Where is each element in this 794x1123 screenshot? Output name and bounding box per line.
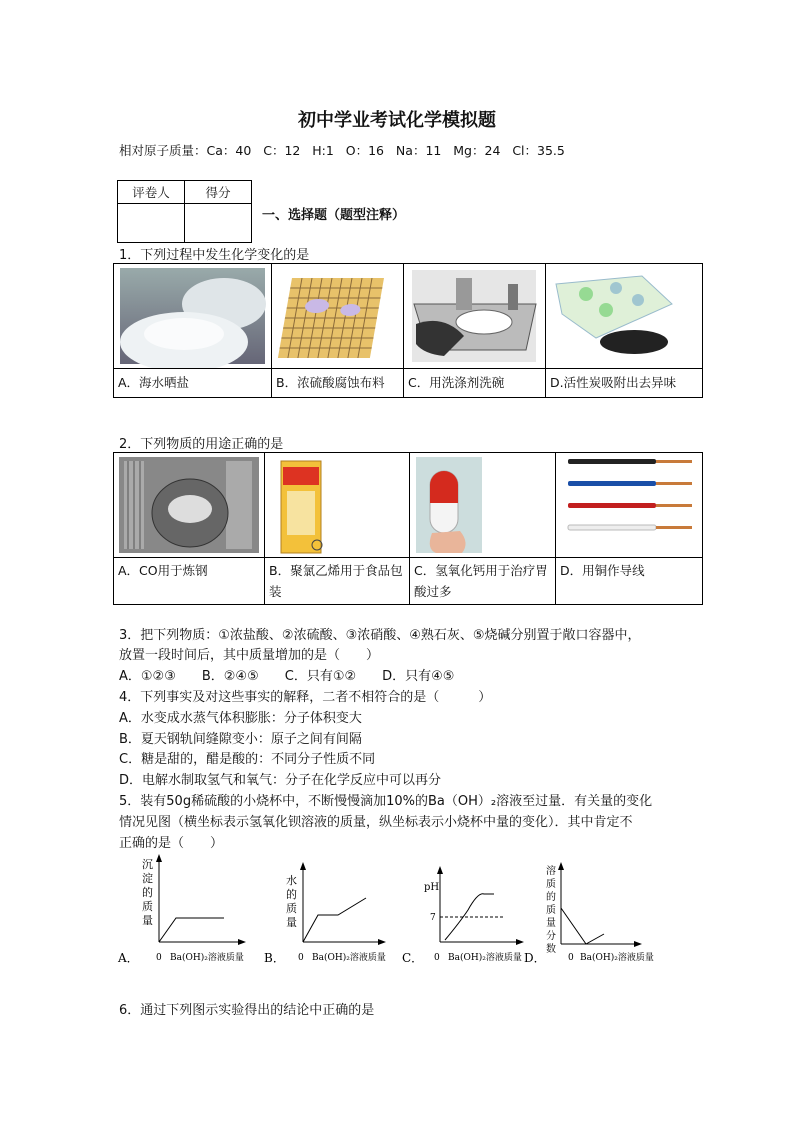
q2-image-c: [410, 453, 556, 558]
atomic-mass-line: [119, 141, 565, 159]
graph-c-xlabel: Ba(OH)₂溶液质量: [448, 953, 522, 963]
q2-image-a: [114, 453, 265, 558]
q5-line3: 正确的是（ ）: [119, 836, 224, 851]
graph-b-x-arrow: [378, 939, 386, 945]
copper-wires-image: [556, 453, 702, 557]
graph-c-ylabel: pH: [424, 882, 440, 893]
graph-c-x-arrow: [516, 939, 524, 945]
score-header: 得分: [185, 181, 252, 204]
graph-a-ylabel-1: 沉: [142, 858, 153, 871]
graph-d[interactable]: [524, 862, 654, 965]
graph-d-x-arrow: [634, 941, 642, 947]
q1-image-b: [272, 264, 404, 369]
graph-a-curve: [159, 918, 224, 942]
q2-image-d: [556, 453, 703, 558]
q4-option-d[interactable]: D．电解水制取氢气和氧气：分子在化学反应中可以再分: [119, 773, 442, 788]
graph-c-origin: 0: [434, 953, 440, 963]
graph-c[interactable]: [402, 866, 524, 965]
q2-image-b: [265, 453, 410, 558]
graph-a-xlabel: Ba(OH)₂溶液质量: [170, 953, 244, 963]
q2-option-b[interactable]: B．聚氯乙烯用于食品包装: [265, 558, 410, 605]
graph-d-curve: [561, 908, 604, 944]
grader-cell[interactable]: [118, 204, 185, 243]
graph-d-ylabel-4: 质: [546, 905, 556, 916]
score-table: [117, 180, 252, 243]
graph-a-ylabel-2: 淀: [142, 872, 153, 885]
grader-header: 评卷人: [118, 181, 185, 204]
q1-option-b[interactable]: B．浓硫酸腐蚀布料: [272, 369, 404, 398]
q1-image-a: [114, 264, 272, 369]
food-package-image: [265, 453, 409, 557]
graph-d-ylabel-2: 质: [546, 879, 556, 890]
graph-a-ylabel-3: 的: [142, 886, 153, 899]
q2-table: [113, 452, 703, 605]
q1-option-d[interactable]: D.活性炭吸附出去异味: [546, 369, 703, 398]
q6-stem: 6．通过下列图示实验得出的结论中正确的是: [119, 1003, 375, 1018]
graph-a-y-arrow: [156, 854, 162, 862]
q1-option-a[interactable]: A．海水晒盐: [114, 369, 272, 398]
sea-salt-image: [114, 264, 271, 368]
graph-a-x-arrow: [238, 939, 246, 945]
graph-a[interactable]: [117, 854, 246, 965]
q3-line1: 3．把下列物质：①浓盐酸、②浓硫酸、③浓硝酸、④熟石灰、⑤烧碱分别置于敞口容器中，: [119, 628, 641, 643]
dishwashing-image: [404, 264, 545, 368]
graph-a-letter: A．: [118, 951, 139, 965]
q4-option-c[interactable]: C．糖是甜的，醋是酸的：不同分子性质不同: [119, 752, 376, 767]
graph-d-origin: 0: [568, 953, 574, 963]
graph-b-ylabel-2: 的: [286, 888, 297, 901]
graph-b-xlabel: Ba(OH)₂溶液质量: [312, 953, 386, 963]
graph-d-xlabel: Ba(OH)₂溶液质量: [580, 953, 654, 963]
q2-stem: 2．下列物质的用途正确的是: [119, 437, 284, 452]
q2-option-a[interactable]: A．CO用于炼钢: [114, 558, 265, 605]
graph-d-ylabel-5: 量: [546, 918, 556, 929]
graph-a-ylabel-4: 质: [142, 900, 153, 913]
fabric-image: [272, 264, 403, 368]
graph-b-origin: 0: [298, 953, 304, 963]
q2-option-d[interactable]: D．用铜作导线: [556, 558, 703, 605]
q5-line1: 5．装有50g稀硫酸的小烧杯中，不断慢慢滴加10%的Ba（OH）₂溶液至过量．有关量的变化: [119, 794, 653, 809]
graph-b-ylabel-1: 水: [286, 874, 297, 887]
graph-c-y-arrow: [437, 866, 443, 874]
q4-option-b[interactable]: B．夏天钢轨间缝隙变小：原子之间有间隔: [119, 732, 362, 747]
q3-options[interactable]: A．①②③ B．②④⑤ C．只有①② D．只有④⑤: [119, 669, 455, 684]
graph-d-y-arrow: [558, 862, 564, 870]
graph-c-ph7-label: 7: [430, 913, 436, 923]
graph-b-letter: B．: [264, 951, 285, 965]
capsule-image: [410, 453, 555, 557]
graph-d-letter: D．: [524, 951, 546, 965]
graph-b-ylabel-3: 质: [286, 902, 297, 915]
graph-b[interactable]: [264, 862, 386, 965]
steelmaking-image: [114, 453, 264, 557]
q5-graphs: [112, 850, 672, 972]
graph-d-ylabel-6: 分: [546, 931, 556, 942]
q1-stem: 1．下列过程中发生化学变化的是: [119, 248, 310, 263]
q1-image-c: [404, 264, 546, 369]
graph-b-ylabel-4: 量: [286, 916, 297, 929]
q5-line2: 情况见图（横坐标表示氢氧化钡溶液的质量，纵坐标表示小烧杯中量的变化）．其中肯定不: [119, 815, 633, 830]
graph-c-letter: C．: [402, 951, 424, 965]
q3-line2: 放置一段时间后，其中质量增加的是（ ）: [119, 648, 380, 663]
q4-stem: 4．下列事实及对这些事实的解释，二者不相符合的是（ ）: [119, 690, 492, 705]
q2-option-c[interactable]: C．氢氧化钙用于治疗胃酸过多: [410, 558, 556, 605]
graph-d-ylabel-7: 数: [546, 944, 556, 955]
graph-b-y-arrow: [300, 862, 306, 870]
section-title: 一、选择题（题型注释）: [262, 208, 406, 223]
graph-d-ylabel-3: 的: [546, 892, 556, 903]
graph-a-origin: 0: [156, 953, 162, 963]
q1-image-d: [546, 264, 703, 369]
atomic-mass-values: Ca：40 C：12 H:1 O：16 Na：11 Mg：24 Cl：35.5: [206, 143, 565, 158]
q1-option-c[interactable]: C．用洗涤剂洗碗: [404, 369, 546, 398]
q4-option-a[interactable]: A．水变成水蒸气体积膨胀：分子体积变大: [119, 711, 362, 726]
score-cell[interactable]: [185, 204, 252, 243]
activated-carbon-image: [546, 264, 702, 368]
q1-table: [113, 263, 703, 398]
page-title: 初中学业考试化学模拟题: [298, 110, 496, 131]
graph-d-ylabel-1: 溶: [546, 866, 556, 877]
graph-a-ylabel-5: 量: [142, 914, 153, 927]
graph-b-curve: [303, 898, 366, 942]
atomic-mass-label: 相对原子质量：: [119, 143, 207, 158]
